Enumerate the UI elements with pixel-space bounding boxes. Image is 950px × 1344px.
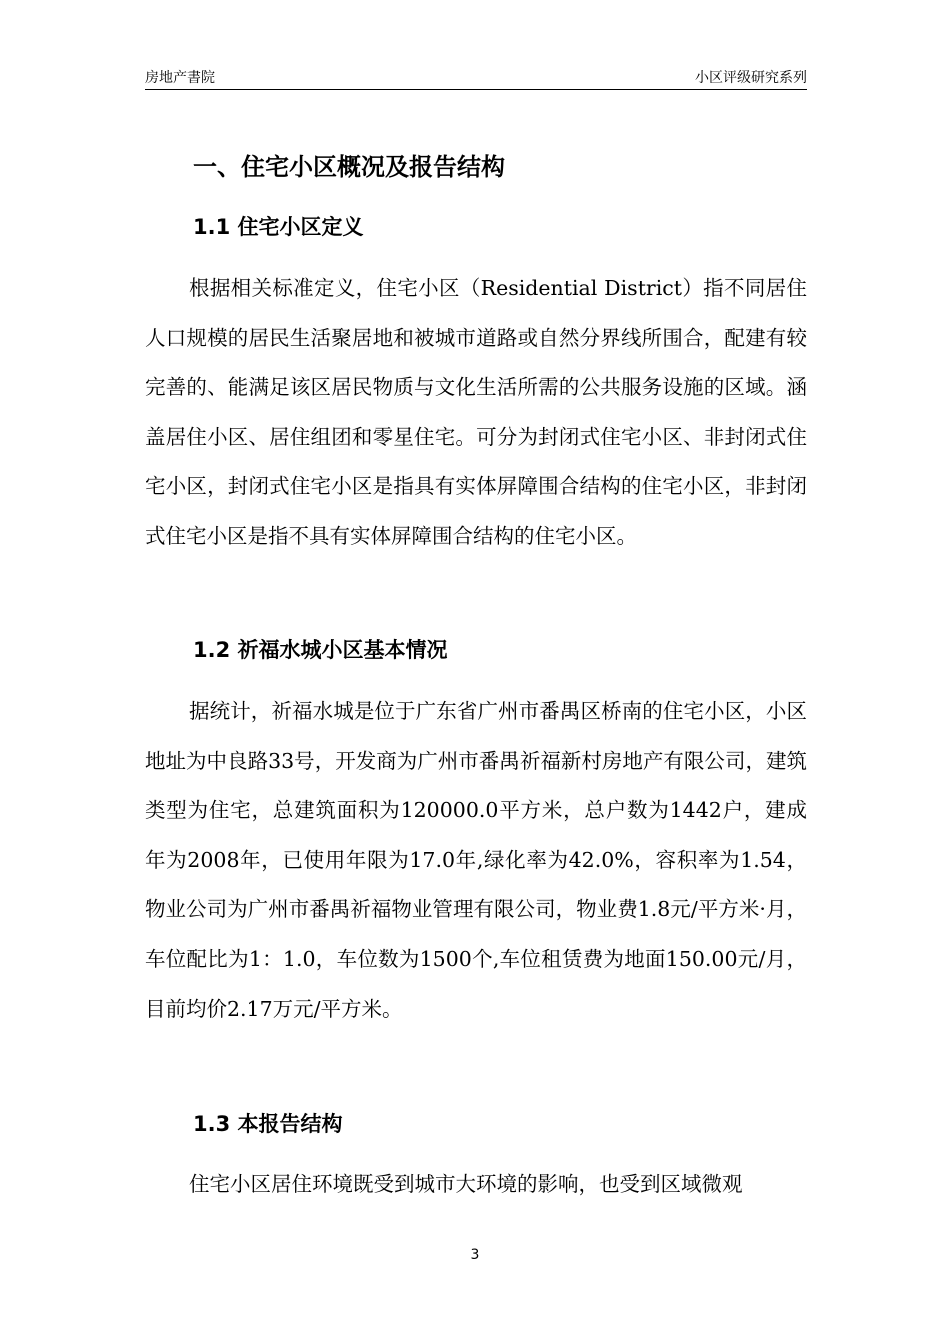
page-header [145,67,807,90]
section-heading-1-3: 1.3 本报告结构 [193,1112,343,1136]
section-paragraph-1-2: 据统计，祈福水城是位于广东省广州市番禺区桥南的住宅小区，小区地址为中良路33号，开发商为广州市番禺祈福新村房地产有限公司，建筑类型为住宅，总建筑面积为120000.0平方米，总户数为1442户，建成年为2008年，已使用年限为17.0年,绿化率为42.0%，容积率为1.54，物业公司为广州市番禺祈福物业管理有限公司，物业费1.8元/平方米·月，车位配比为1：1.0，车位数为1500个,车位租赁费为地面150.00元/月，目前均价2.17万元/平方米。 [145,699,807,1021]
header-publisher: 房地产書院 [145,70,215,86]
chapter-title: 一、住宅小区概况及报告结构 [193,153,505,181]
section-heading-1-1: 1.1 住宅小区定义 [193,215,364,239]
page-number: 3 [470,1247,480,1263]
section-paragraph-1-1: 根据相关标准定义，住宅小区（Residential District）指不同居住人口规模的居民生活聚居地和被城市道路或自然分界线所围合，配建有较完善的、能满足该区居民物质与文化生活所需的公共服务设施的区域。涵盖居住小区、居住组团和零星住宅。可分为封闭式住宅小区、非封闭式住宅小区，封闭式住宅小区是指具有实体屏障围合结构的住宅小区，非封闭式住宅小区是指不具有实体屏障围合结构的住宅小区。 [145,276,807,548]
section-heading-1-2: 1.2 祈福水城小区基本情况 [193,638,448,662]
section-paragraph-1-3: 住宅小区居住环境既受到城市大环境的影响，也受到区域微观 [189,1172,743,1196]
header-series-title: 小区评级研究系列 [695,70,807,86]
